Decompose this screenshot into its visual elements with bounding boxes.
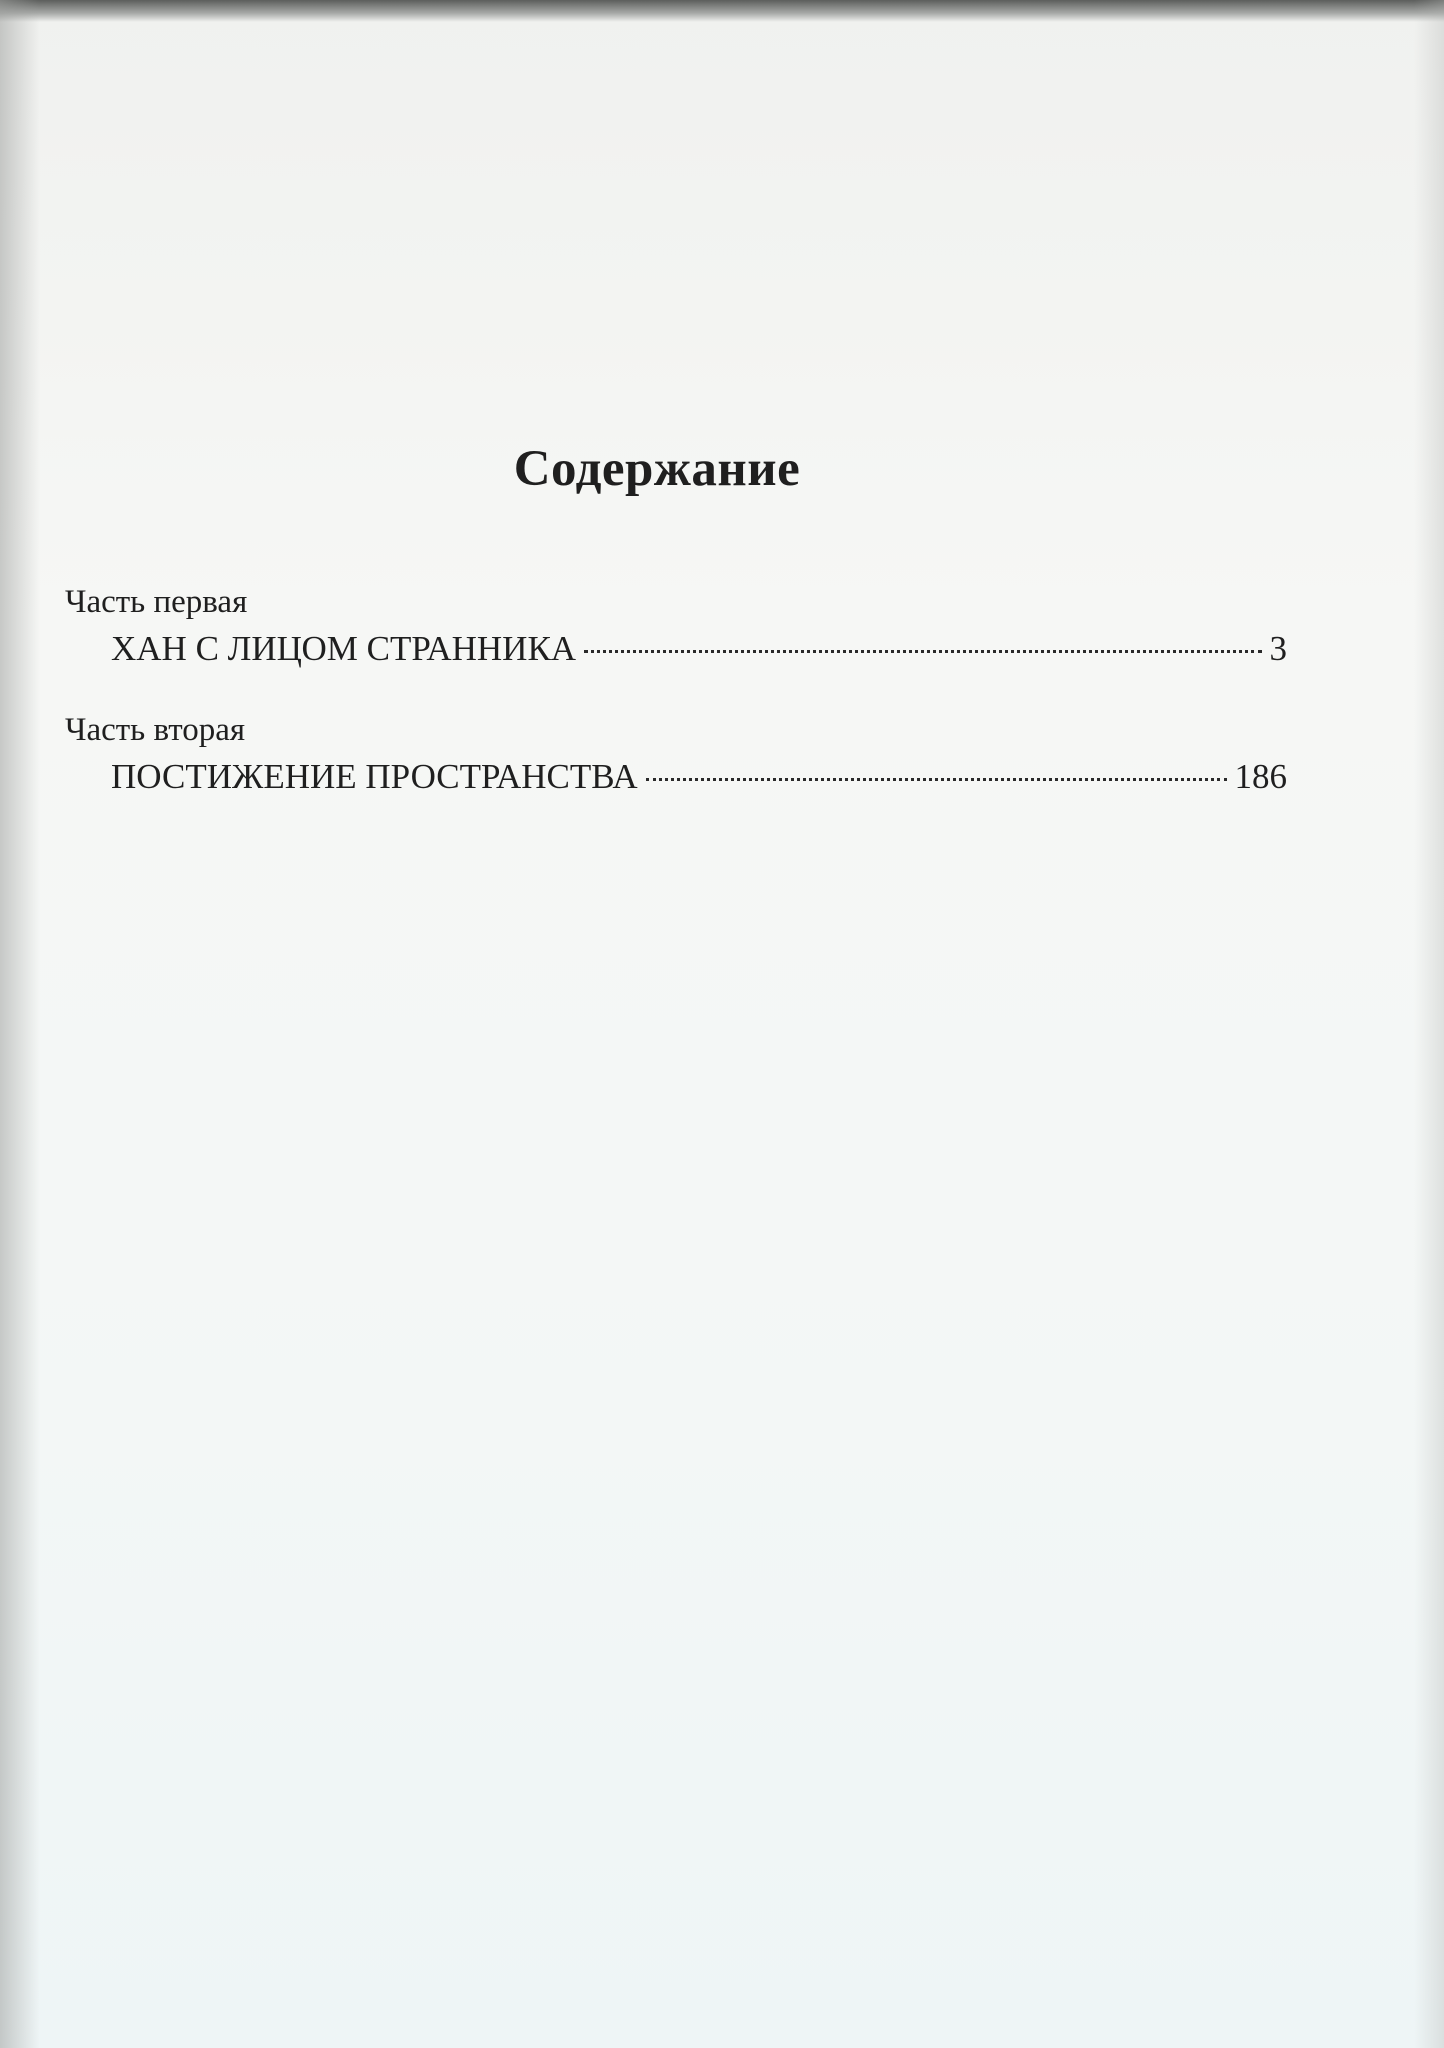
toc-part-two-label: Часть вторая (65, 712, 246, 748)
toc-entry-part-two-page: 186 (1234, 757, 1287, 796)
toc-part-one-label: Часть первая (65, 584, 248, 620)
toc-entry-part-one-title: ХАН С ЛИЦОМ СТРАННИКА (111, 629, 577, 668)
dot-leader (646, 778, 1227, 781)
dot-leader (584, 650, 1261, 653)
toc-entry-part-one[interactable] (111, 622, 1287, 676)
toc-entry-part-two[interactable] (111, 750, 1287, 804)
toc-entry-part-one-page: 3 (1269, 629, 1287, 668)
page-left-edge-shadow (0, 0, 40, 2048)
contents-heading: Содержание (513, 441, 801, 497)
toc-entry-part-two-title: ПОСТИЖЕНИЕ ПРОСТРАНСТВА (111, 757, 638, 796)
toc-part-two (65, 710, 1287, 804)
toc-part-one (65, 582, 1287, 676)
page-top-edge-shadow (0, 0, 1444, 22)
page-right-edge-shadow (1414, 0, 1444, 2048)
